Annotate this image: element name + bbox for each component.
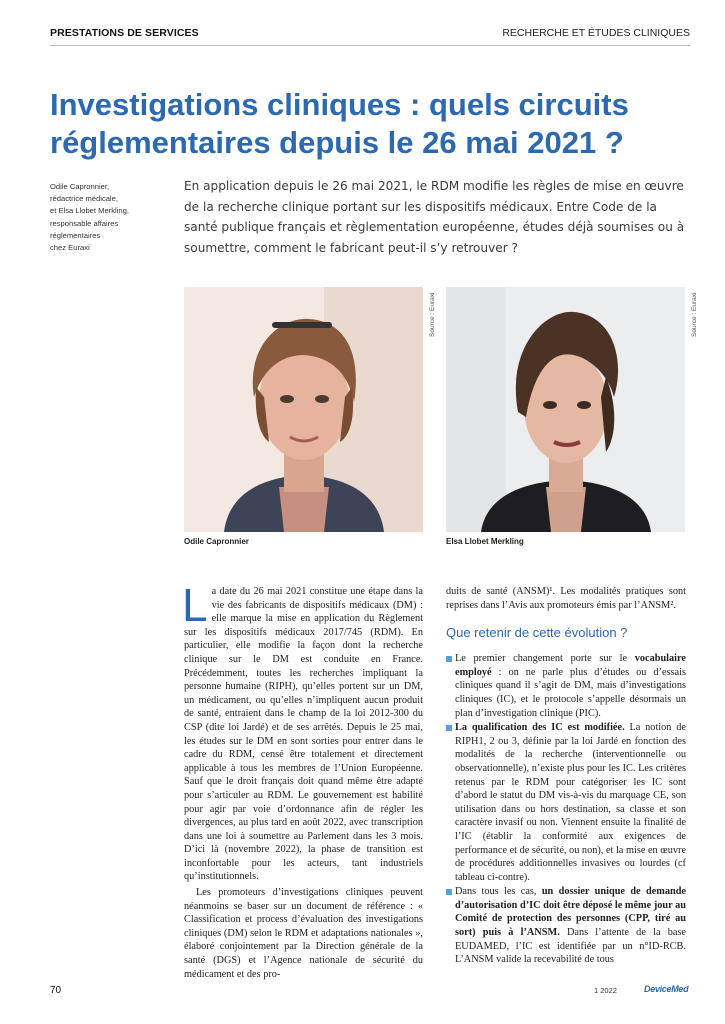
- portrait-illustration: [446, 287, 685, 532]
- article-column-1: [182, 579, 423, 981]
- section-subheading: Que retenir de cette évolution ?: [446, 625, 628, 641]
- bullet-item: [446, 885, 686, 967]
- author-line: Odile Capronnier,: [50, 182, 110, 191]
- bullet-item: [446, 652, 686, 720]
- photo-caption: Elsa Llobet Merkling: [446, 537, 524, 546]
- page-header: [50, 0, 690, 46]
- section-label: PRESTATIONS DE SERVICES: [50, 27, 199, 39]
- body-paragraph: duits de santé (ANSM)¹. Les modalités pratiques sont reprises dans l’Avis aux promoteurs émis par l’ANSM².: [446, 586, 686, 611]
- photo-caption: Odile Capronnier: [184, 537, 249, 546]
- bullet-text: Le premier changement porte sur le: [455, 653, 635, 665]
- bullet-item: [446, 721, 686, 884]
- bullet-text: La notion de RIPH1, 2 ou 3, définie par la loi Jardé en fonction des modalités de la recherche (interventionnelle ou observationnelle), n’existe plus pour les IC. Les critères retenus par le RDM pour catégoriser les IC sont d’abord le statut du DM vis-à-vis du marquage CE, son utilisation dans ou hors destination, sa classe et son caractère invasif ou non. Viennent ensuite la finalité de l’IC (établir la conformité aux exigences de performance et de sécurité, ou non), et la mise en œuvre de procédures additionnelles invasives ou lourdes (cf tableau ci-contre).: [455, 722, 687, 883]
- bullet-text: : on ne parle plus d’études ou d’essais cliniques quand il s’agit de DM, mais d’investigations cliniques (IC), et le protocole s’appelle désormais un plan d’investigation clinique (PIC).: [455, 666, 686, 719]
- bullet-bold-text: un dossier unique de demande d’autorisation d’IC doit être déposé le même jour au Comité de protection des personnes (CPP, tiré au sort) puis à l’ANSM.: [455, 886, 686, 939]
- bullet-text: Dans tous les cas,: [455, 886, 542, 898]
- photo-source: Source : Euraxi: [691, 292, 698, 337]
- body-paragraph: [182, 579, 423, 884]
- photo-source: Source : Euraxi: [429, 292, 436, 337]
- bullet-bold-text: La qualification des IC est modifiée.: [455, 722, 625, 734]
- body-paragraph: Les promoteurs d’investigations cliniques peuvent néanmoins se baser sur un document de référence : « Classification et process d’évaluation des investigations cliniques (DM) selon le RDM et adaptations nationales », élaboré conjointement par la Direction générale de la santé (DGS) et l’Agence nationale de sécurité du médicament et des pro-: [184, 887, 423, 980]
- magazine-logo: DeviceMed: [644, 984, 689, 994]
- title-line-1: Investigations cliniques : quels circuits: [50, 87, 629, 122]
- author-line: et Elsa Llobet Merkling,: [50, 206, 129, 216]
- portrait-photo-odile: [184, 287, 436, 532]
- category-label: RECHERCHE ET ÉTUDES CLINIQUES: [502, 27, 690, 39]
- paragraph-text: a date du 26 mai 2021 constitue une étape dans la vie des fabricants de dispositifs médicaux (DM) : elle marque la mise en application du Règlement sur les dispositifs médicaux 2017/745 (RDM). En particulier, elle modifie la façon dont la recherche clinique sur le DM est conduite en France. Précédemment, toutes les recherches impliquant la personne humaine (RIPH), qu’elles portent sur un DM, un médicament, ou qu’elles n’impliquent aucun produit de santé, entraient dans le champ de la loi 2012-300 du CSP (dite loi Jardé) et de ses arrêtés. Depuis le 25 mai, les études sur le DM en sont sorties pour entrer dans le cadre du RDM, censé être totalement et directement applicable à tous les membres de l’Union Européenne. Sauf que le droit français doit quand même être adapté pour s’articuler au RDM. Le gouvernement est habilité pour agir par voie d’ordonnance afin de régler les divergences, au plus tard en août 2022, avec transcription dans une loi à soumettre au Parlement dans les 3 mois. D’ici là (novembre 2022), la phase de transition est inconfortable pour les acteurs, tant industriels qu’institutionnels.: [184, 586, 423, 883]
- portrait-illustration: [184, 287, 423, 532]
- page-number: 70: [50, 985, 62, 996]
- author-line: chez Euraxi: [50, 243, 90, 253]
- bullet-text: Dans l’attente de la base EUDAMED, l’IC est identifiée par un n°ID-RCB. L’ANSM valide la recevabilité de tous: [455, 927, 686, 966]
- drop-cap: L: [182, 579, 208, 631]
- author-line: responsable affaires: [50, 218, 119, 228]
- article-title: [50, 86, 700, 162]
- issue-number: 1 2022: [594, 986, 617, 995]
- author-line: réglementaires: [50, 230, 101, 240]
- article-column-2: [446, 585, 686, 968]
- title-line-2: réglementaires depuis le 26 mai 2021 ?: [50, 125, 624, 160]
- bullet-bold-text: vocabulaire employé: [455, 653, 686, 678]
- article-intro: En application depuis le 26 mai 2021, le RDM modifie les règles de mise en œuvre de la recherche clinique portant sur les dispositifs médicaux. Entre Code de la santé publique français et règlementation européenne, études déjà soumises ou à soumettre, comment le fabricant peut-il s’y retrouver ?: [184, 179, 685, 255]
- author-line: rédactrice médicale,: [50, 194, 118, 204]
- portrait-photo-elsa: [446, 287, 698, 532]
- author-credits: [50, 181, 170, 254]
